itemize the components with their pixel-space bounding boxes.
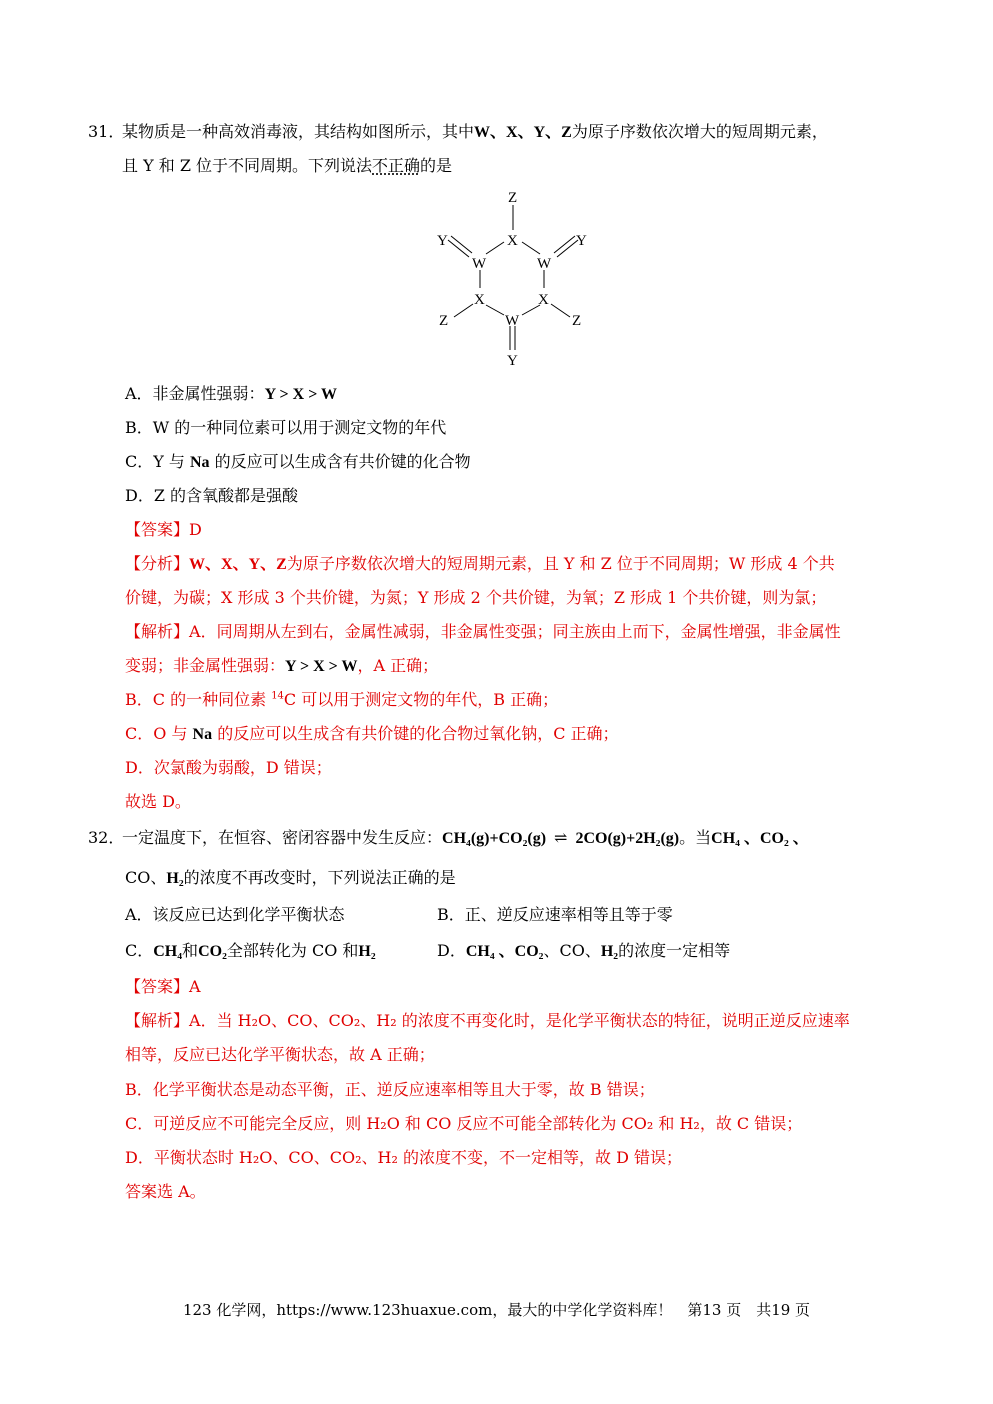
- q31-explain-a1: 【解析】A．同周期从左到右，金属性减弱，非金属性变强；同主族由上而下，金属性增强，非金属性: [125, 622, 841, 641]
- q32-number: 32．: [88, 828, 125, 847]
- q31-analysis-line1: 【分析】W、X、Y、Z为原子序数依次增大的短周期元素，且 Y 和 Z 位于不同周期；W 形成 4 个共: [125, 554, 835, 573]
- atom-x-top: X: [507, 233, 518, 249]
- q31-explain-d: D．次氯酸为弱酸，D 错误；: [125, 758, 332, 777]
- atom-w-left: W: [472, 256, 487, 272]
- q31-explain-c: C．O 与 Na 的反应可以生成含有共价键的化合物过氧化钠，C 正确；: [125, 724, 619, 743]
- q32-answer: 【答案】A: [125, 977, 201, 996]
- atom-y-bottom: Y: [507, 353, 518, 369]
- q32-explain-a2: 相等，反应已达化学平衡状态，故 A 正确；: [125, 1045, 435, 1064]
- q32-explain-b: B．化学平衡状态是动态平衡，正、逆反应速率相等且大于零，故 B 错误；: [125, 1080, 655, 1099]
- q31-explain-a2: 变弱；非金属性强弱：Y > X > W，A 正确；: [125, 656, 439, 675]
- q31-analysis-line2: 价键，为碳；X 形成 3 个共价键，为氮；Y 形成 2 个共价键，为氧；Z 形成 1 个共价键，则为氯；: [125, 588, 827, 607]
- reaction-equation-right: 2CO(g)+2H₂(g): [575, 830, 680, 847]
- q32-explain-c: C．可逆反应不可能完全反应，则 H₂O 和 CO 反应不可能全部转化为 CO₂ 和 H₂，故 C 错误；: [125, 1114, 803, 1133]
- atom-y-left: Y: [437, 233, 448, 249]
- atom-w-bottom: W: [505, 313, 520, 329]
- reaction-equation-left: CH₄(g)+CO₂(g): [442, 830, 547, 847]
- q32-option-d: D．CH₄ 、CO₂、CO、H₂的浓度一定相等: [437, 941, 731, 960]
- q31-option-a: A．非金属性强弱：Y > X > W: [125, 384, 338, 403]
- q32-explain-a1: 【解析】A．当 H₂O、CO、CO₂、H₂ 的浓度不再变化时，是化学平衡状态的特征，说明正逆反应速率: [125, 1011, 850, 1030]
- emphasis-text: 不正确: [372, 156, 421, 175]
- q32-option-a: A．该反应已达到化学平衡状态: [125, 905, 345, 924]
- atom-z-right: Z: [572, 313, 582, 329]
- molecular-structure-diagram: [420, 180, 620, 370]
- page-footer: 123 化学网，https://www.123huaxue.com，最大的中学化学资料库！ 第13 页 共19 页: [182, 1301, 811, 1319]
- q32-conclusion: 答案选 A。: [125, 1182, 206, 1201]
- q31-answer: 【答案】D: [125, 520, 202, 539]
- q31-conclusion: 故选 D。: [125, 792, 191, 811]
- atom-z-top: Z: [508, 190, 518, 206]
- atom-x-left: X: [474, 292, 485, 308]
- q31-stem-line1: 31．某物质是一种高效消毒液，其结构如图所示，其中W、X、Y、Z为原子序数依次增大的短周期元素，: [88, 122, 828, 141]
- q31-explain-b: B．C 的一种同位素 $^{14}$C 可以用于测定文物的年代，B 正确；: [125, 690, 559, 709]
- atom-z-left: Z: [439, 313, 449, 329]
- atom-w-right: W: [537, 256, 552, 272]
- q32-option-b: B．正、逆反应速率相等且等于零: [437, 905, 673, 924]
- q32-option-c: C．CH₄和CO₂全部转化为 CO 和H₂: [125, 941, 376, 960]
- q32-stem-line2: CO、H₂的浓度不再改变时，下列说法正确的是: [125, 868, 456, 887]
- equilibrium-arrow-icon: ⇌: [554, 828, 568, 847]
- q32-explain-d: D．平衡状态时 H₂O、CO、CO₂、H₂ 的浓度不变，不一定相等，故 D 错误；: [125, 1148, 682, 1167]
- q32-stem-line1: 32．一定温度下，在恒容、密闭容器中发生反应：CH₄(g)+CO₂(g) ⇌ 2CO(g)+2H₂(g)。当CH₄ 、CO₂ 、: [88, 828, 809, 847]
- q31-number: 31．: [88, 122, 125, 141]
- atom-y-right: Y: [576, 233, 587, 249]
- q31-option-b: B．W 的一种同位素可以用于测定文物的年代: [125, 418, 447, 437]
- q31-option-d: D．Z 的含氧酸都是强酸: [125, 486, 299, 505]
- atom-x-right: X: [538, 292, 549, 308]
- q31-stem-line2: 且 Y 和 Z 位于不同周期。下列说法不正确的是: [122, 156, 453, 175]
- q31-option-c: C．Y 与 Na 的反应可以生成含有共价键的化合物: [125, 452, 471, 471]
